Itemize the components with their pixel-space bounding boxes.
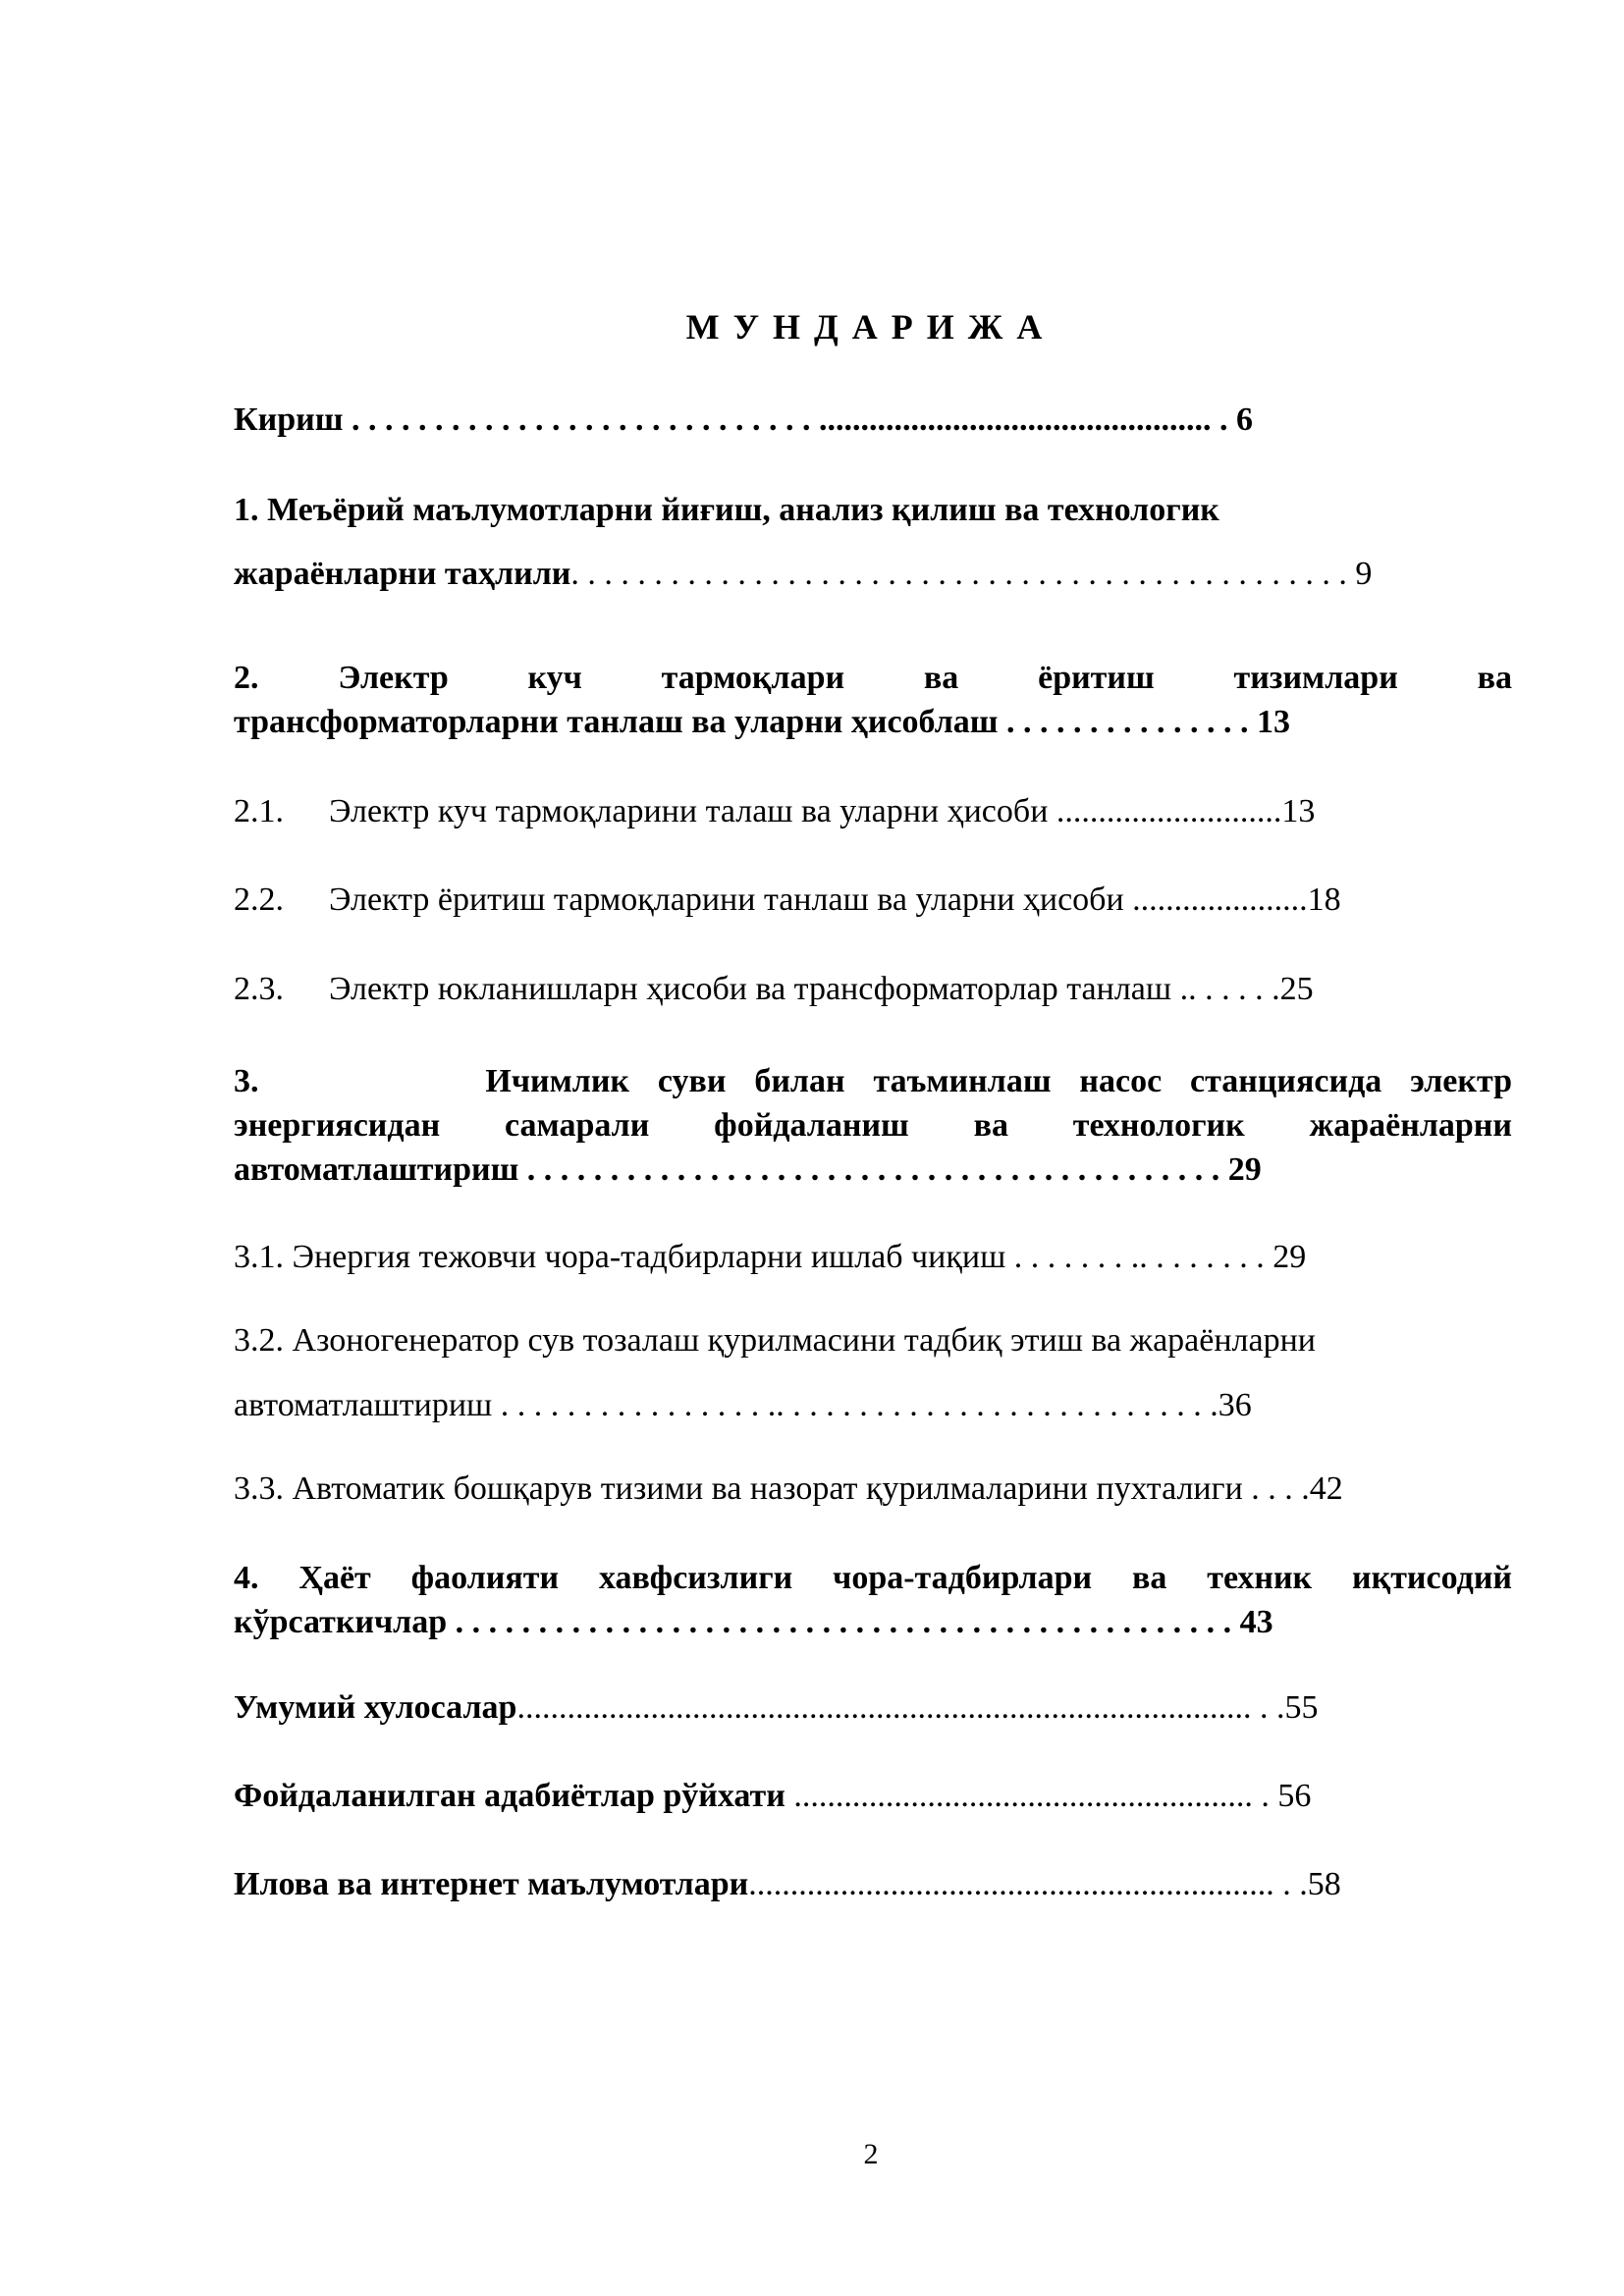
toc-entry-ch3-line3: автоматлаштириш . . . . . . . . . . . . . . . . . . . . . . . . . . . . . . . . . . . . . . . . . . 29 (234, 1151, 1262, 1188)
toc-entry-ch1-leader: . . . . . . . . . . . . . . . . . . . . . . . . . . . . . . . . . . . . . . . . . . . . . . . 9 (570, 556, 1373, 592)
toc-entry-3-3: 3.3. Автоматик бошқарув тизими ва назорат қурилмаларини пухталиги . . . .42 (234, 1470, 1343, 1507)
toc-entry-ch4-line1: 4. Ҳаёт фаолияти хавфсизлиги чора-тадбирлари ва техник иқтисодий (234, 1560, 1512, 1596)
toc-entry-ch3-line1: 3. Ичимлик суви билан таъминлаш насос станциясида электр (234, 1063, 1512, 1099)
toc-entry-references-leader: ....................................................... . 56 (785, 1778, 1312, 1814)
toc-entry-intro: Кириш . . . . . . . . . . . . . . . . . . . . . . . . . . . . ............................................... . 6 (234, 401, 1253, 438)
toc-entry-ch2 (234, 656, 1512, 744)
toc-entry-3-2-line2: автоматлаштириш . . . . . . . . . . . . . . . . .. . . . . . . . . . . . . . . . . . . . . . . . . . .36 (234, 1387, 1252, 1423)
toc-entry-conclusions (234, 1685, 1512, 1730)
toc-entry-ch1-line2 (234, 552, 1512, 596)
toc-entry-conclusions-leader: ........................................................................................ . .55 (516, 1689, 1319, 1726)
toc-entry-2-3 (234, 967, 1512, 1011)
toc-entry-2-3-text: Электр юкланишларн ҳисоби ва трансформаторлар танлаш .. . . . . .25 (329, 971, 1314, 1007)
toc-entry-2-2-number: 2.2. (234, 881, 284, 918)
toc-entry-ch1-line1: 1. Меъёрий маълумотларни йиғиш, анализ қилиш ва технологик (234, 492, 1219, 528)
toc-entry-3-2-line1: 3.2. Азоногенератор сув тозалаш қурилмасини тадбиқ этиш ва жараёнларни (234, 1322, 1316, 1359)
toc-entry-ch3 (234, 1059, 1512, 1192)
toc-entry-conclusions-title: Умумий хулосалар (234, 1689, 517, 1726)
toc-entry-ch2-line2: трансформаторларни танлаш ва уларни ҳисоблаш . . . . . . . . . . . . . . . 13 (234, 704, 1290, 740)
page-number: 2 (863, 2138, 879, 2170)
toc-entry-appendix-title: Илова ва интернет маълумотлари (234, 1866, 749, 1902)
toc-entry-2-2-text: Электр ёритиш тармоқларини танлаш ва уларни ҳисоби .....................18 (329, 881, 1341, 918)
toc-entry-appendix (234, 1862, 1512, 1906)
toc-entry-ch3-line2: энергиясидан самарали фойдаланиш ва технологик жараёнларни (234, 1107, 1512, 1144)
toc-entry-2-1-number: 2.1. (234, 793, 284, 829)
toc-entry-ch4-line2: кўрсаткичлар . . . . . . . . . . . . . . . . . . . . . . . . . . . . . . . . . . . . . . . . . . . . . . . 43 (234, 1604, 1273, 1640)
toc-entry-2-3-number: 2.3. (234, 971, 284, 1007)
toc-entry-references (234, 1774, 1512, 1818)
toc-entry-2-1-text: Электр куч тармоқларини талаш ва уларни ҳисоби ...........................13 (329, 793, 1316, 829)
toc-entry-ch2-line1: 2. Электр куч тармоқлари ва ёритиш тизимлари ва (234, 660, 1512, 696)
toc-entry-ch1-title-end: жараёнларни таҳлили (234, 556, 571, 592)
toc-entry-ch4 (234, 1556, 1512, 1644)
toc-entry-3-1: 3.1. Энергия тежовчи чора-тадбирларни ишлаб чиқиш . . . . . . . .. . . . . . . . 29 (234, 1239, 1307, 1275)
toc-entry-2-2 (234, 878, 1512, 922)
toc-entry-references-title: Фойдаланилган адабиётлар рўйхати (234, 1778, 785, 1814)
page-title: МУНДАРИЖА (685, 307, 1056, 347)
toc-entry-appendix-leader: ............................................................... . .58 (748, 1866, 1341, 1902)
toc-entry-2-1 (234, 789, 1512, 833)
